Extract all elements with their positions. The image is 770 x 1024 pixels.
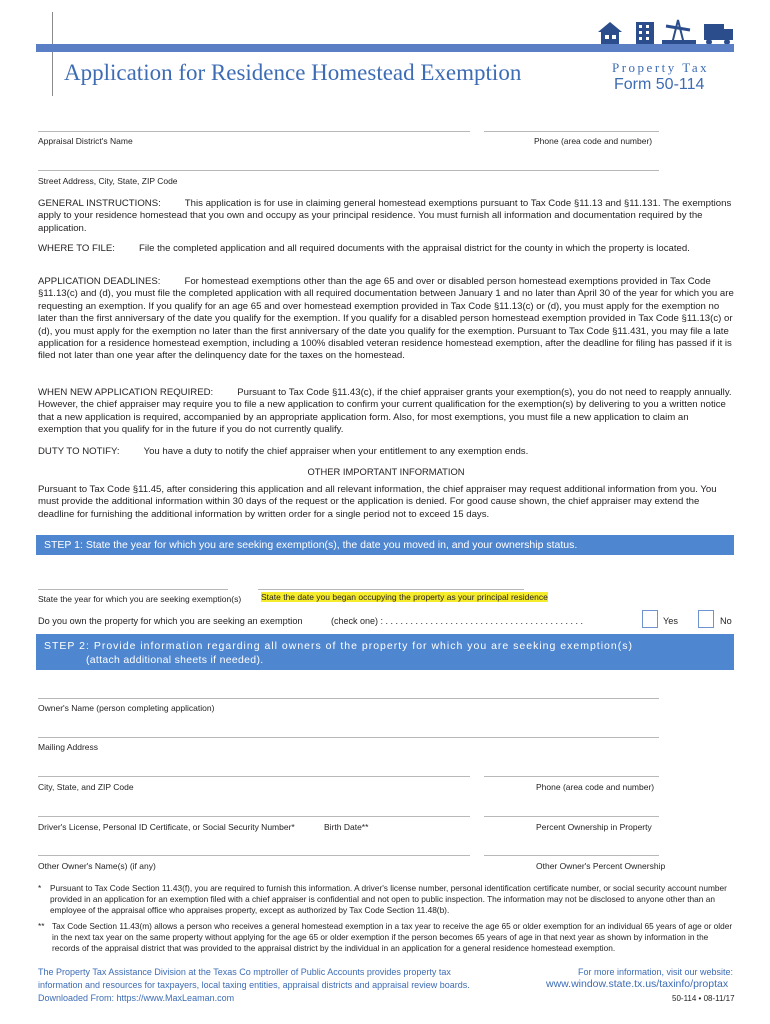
- percent-ownership-field[interactable]: [484, 816, 659, 817]
- owner-city-field[interactable]: [38, 776, 470, 777]
- footer-line-2: information and resources for taxpayers, local taxing entities, appraisal districts and appraisal review boards.: [38, 980, 470, 990]
- step2-subtitle: (attach additional sheets if needed).: [86, 654, 264, 666]
- other-owner-percent-label: Other Owner's Percent Ownership: [536, 861, 666, 871]
- footnote-birthdate: [38, 921, 738, 954]
- owner-phone-field[interactable]: [484, 776, 659, 777]
- occupancy-date-label: [261, 592, 548, 602]
- footer-website-link[interactable]: www.window.state.tx.us/taxinfo/proptax: [546, 978, 729, 990]
- street-address-label: Street Address, City, State, ZIP Code: [38, 176, 178, 186]
- other-owner-label: Other Owner's Name(s) (if any): [38, 861, 156, 871]
- footer-visit-text: For more information, visit our website:: [578, 967, 734, 977]
- footnote-license-marker: *: [38, 883, 42, 893]
- check-one-label: (check one) : . . . . . . . . . . . . . . . . . . . . . . . . . . . . . . . . . . . . . . . .: [331, 616, 584, 626]
- where-to-file: [38, 243, 734, 255]
- owner-name-field[interactable]: [38, 698, 659, 699]
- duty-to-notify: [38, 446, 734, 458]
- occupancy-date-field[interactable]: [258, 589, 524, 590]
- other-info-text: Pursuant to Tax Code §11.45, after considering this application and all relevant information, the chief appraiser may request additional information from you. You must provide the additional information within 30 days of the request or the application is denied. For good cause shown, the chief appraiser may extend the deadline for furnishing the additional information by written order for a single period not to exceed 15 days.: [38, 484, 717, 520]
- duty-to-notify-text: You have a duty to notify the chief appraiser when your entitlement to any exemption ends.: [143, 446, 529, 457]
- step1-header: STEP 1: State the year for which you are seeking exemption(s), the date you moved in, and your ownership status.: [36, 535, 734, 555]
- where-to-file-label: WHERE TO FILE:: [38, 243, 115, 254]
- footnote-birthdate-marker: **: [38, 921, 45, 931]
- mailing-address-field[interactable]: [38, 737, 659, 738]
- ownership-no-label: No: [720, 616, 732, 626]
- application-deadlines-label: APPLICATION DEADLINES:: [38, 276, 161, 287]
- footer-form-code: 50-114 • 08-11/17: [672, 994, 735, 1003]
- ownership-yes-label: Yes: [663, 616, 678, 626]
- license-field[interactable]: [38, 816, 470, 817]
- appraisal-district-field[interactable]: [38, 131, 470, 132]
- footnote-license-text: Pursuant to Tax Code Section 11.43(f), you are required to furnish this information. A driver's license number, personal identification certificate number, or social security account number provided in an application for an exemption filed with a chief appraiser is confidential and not open to public inspection. The information may not be disclosed to anyone other than an employee of the appraisal office who appraises property, except as authorized by Tax Code Section 11.48(b).: [50, 883, 727, 915]
- exemption-year-label: State the year for which you are seeking exemption(s): [38, 594, 242, 604]
- other-owner-percent-field[interactable]: [484, 855, 659, 856]
- exemption-year-field[interactable]: [38, 589, 228, 590]
- header-bar: [36, 44, 734, 52]
- ownership-question: Do you own the property for which you are seeking an exemption: [38, 616, 303, 626]
- new-application-text: Pursuant to Tax Code §11.43(c), if the chief appraiser grants your exemption(s), you do not need to reapply annually. However, the chief appraiser may require you to file a new application to confirm your current qualification for the exemption(s) by delivering to you a written notice that a new application is required, accompanied by an appropriate application form. Also, for most exemptions, you must file a new application to claim an exemption that you qualify for in the future if you do not currently qualify.: [38, 387, 732, 436]
- footnote-license: [38, 883, 738, 916]
- ownership-no-checkbox[interactable]: [698, 610, 714, 628]
- new-application-label: WHEN NEW APPLICATION REQUIRED:: [38, 387, 214, 398]
- birth-date-label: Birth Date**: [324, 822, 369, 832]
- street-address-field[interactable]: [38, 170, 659, 171]
- application-deadlines: [38, 276, 734, 363]
- appraisal-district-label: Appraisal District's Name: [38, 136, 133, 146]
- other-info-heading: OTHER IMPORTANT INFORMATION: [307, 466, 465, 477]
- step2-title: STEP 2: Provide information regarding all owners of the property for which you are seeking exemption(s): [44, 640, 633, 652]
- form-number: Form 50-114: [614, 76, 705, 93]
- owner-phone-label: Phone (area code and number): [536, 782, 655, 792]
- duty-to-notify-label: DUTY TO NOTIFY:: [38, 446, 120, 457]
- other-owner-field[interactable]: [38, 855, 470, 856]
- footnote-birthdate-text: Tax Code Section 11.43(m) allows a person who receives a general homestead exemption in a tax year to receive the age 65 or older exemption for an individual 65 years of age or older in the next tax year on the same property without applying for the age 65 or older exemption if the person becomes 65 years of age in that next year as shown by information in the records of the appraisal district that was provided to the appraisal district by the individual in an application for a general residence homestead exemption.: [52, 921, 733, 953]
- percent-ownership-label: Percent Ownership in Property: [536, 822, 652, 832]
- step2-header: [36, 634, 734, 670]
- new-application-required: [38, 387, 734, 437]
- footer-download-link[interactable]: Downloaded From: https://www.MaxLeaman.com: [38, 993, 235, 1003]
- mailing-address-label: Mailing Address: [38, 742, 99, 752]
- header-divider: [52, 12, 53, 96]
- owner-city-label: City, State, and ZIP Code: [38, 782, 134, 792]
- general-instructions-label: GENERAL INSTRUCTIONS:: [38, 198, 161, 209]
- general-instructions-text: This application is for use in claiming general homestead exemptions pursuant to Tax Code §11.13 and §11.131. The exemptions apply to your residence homestead that you own and occupy as your principal residence. You must furnish all information and documentation required by the application.: [38, 198, 732, 234]
- where-to-file-text: File the completed application and all required documents with the appraisal district for the county in which the property is located.: [138, 243, 690, 254]
- occupancy-date-label-text: State the date you began occupying the property as your principal residence: [261, 592, 548, 602]
- ownership-yes-checkbox[interactable]: [642, 610, 658, 628]
- footer-line-1: The Property Tax Assistance Division at the Texas Co mptroller of Public Accounts provides property tax: [38, 967, 451, 977]
- district-phone-label: Phone (area code and number): [534, 136, 653, 146]
- general-instructions: [38, 198, 734, 235]
- form-title: Application for Residence Homestead Exemption: [64, 60, 522, 85]
- header-illustration-icon: [596, 16, 736, 46]
- application-deadlines-text: For homestead exemptions other than the age 65 and over or disabled person homestead exemptions provided in Tax Code §11.13(c) and (d), you must file the completed application with all required documentation between January 1 and no later than April 30 of the year for which you are requesting an exemption. If you qualify for an age 65 and over homestead exemption provided in Tax Code §11.13(c) or (d), you must apply for the exemption no later than the first anniversary of the date you qualify for the exemption. If you qualify for a disabled person homestead exemption provided in Tax Code §11.13(c) or (d), you must apply for the exemption no later than the first anniversary of the date you qualify for the exemption. Pursuant to Tax Code §11.431, you may file a late application for a residence homestead exemption, including a 100% disabled veteran residence homestead exemption, after the deadline for filing has passed if it is filed not later than one year after the delinquency date for the taxes on the homestead.: [38, 276, 734, 362]
- district-phone-field[interactable]: [484, 131, 659, 132]
- license-label: Driver's License, Personal ID Certificate, or Social Security Number*: [38, 822, 295, 832]
- owner-name-label: Owner's Name (person completing application): [38, 703, 215, 713]
- property-tax-label: Property Tax: [612, 60, 710, 75]
